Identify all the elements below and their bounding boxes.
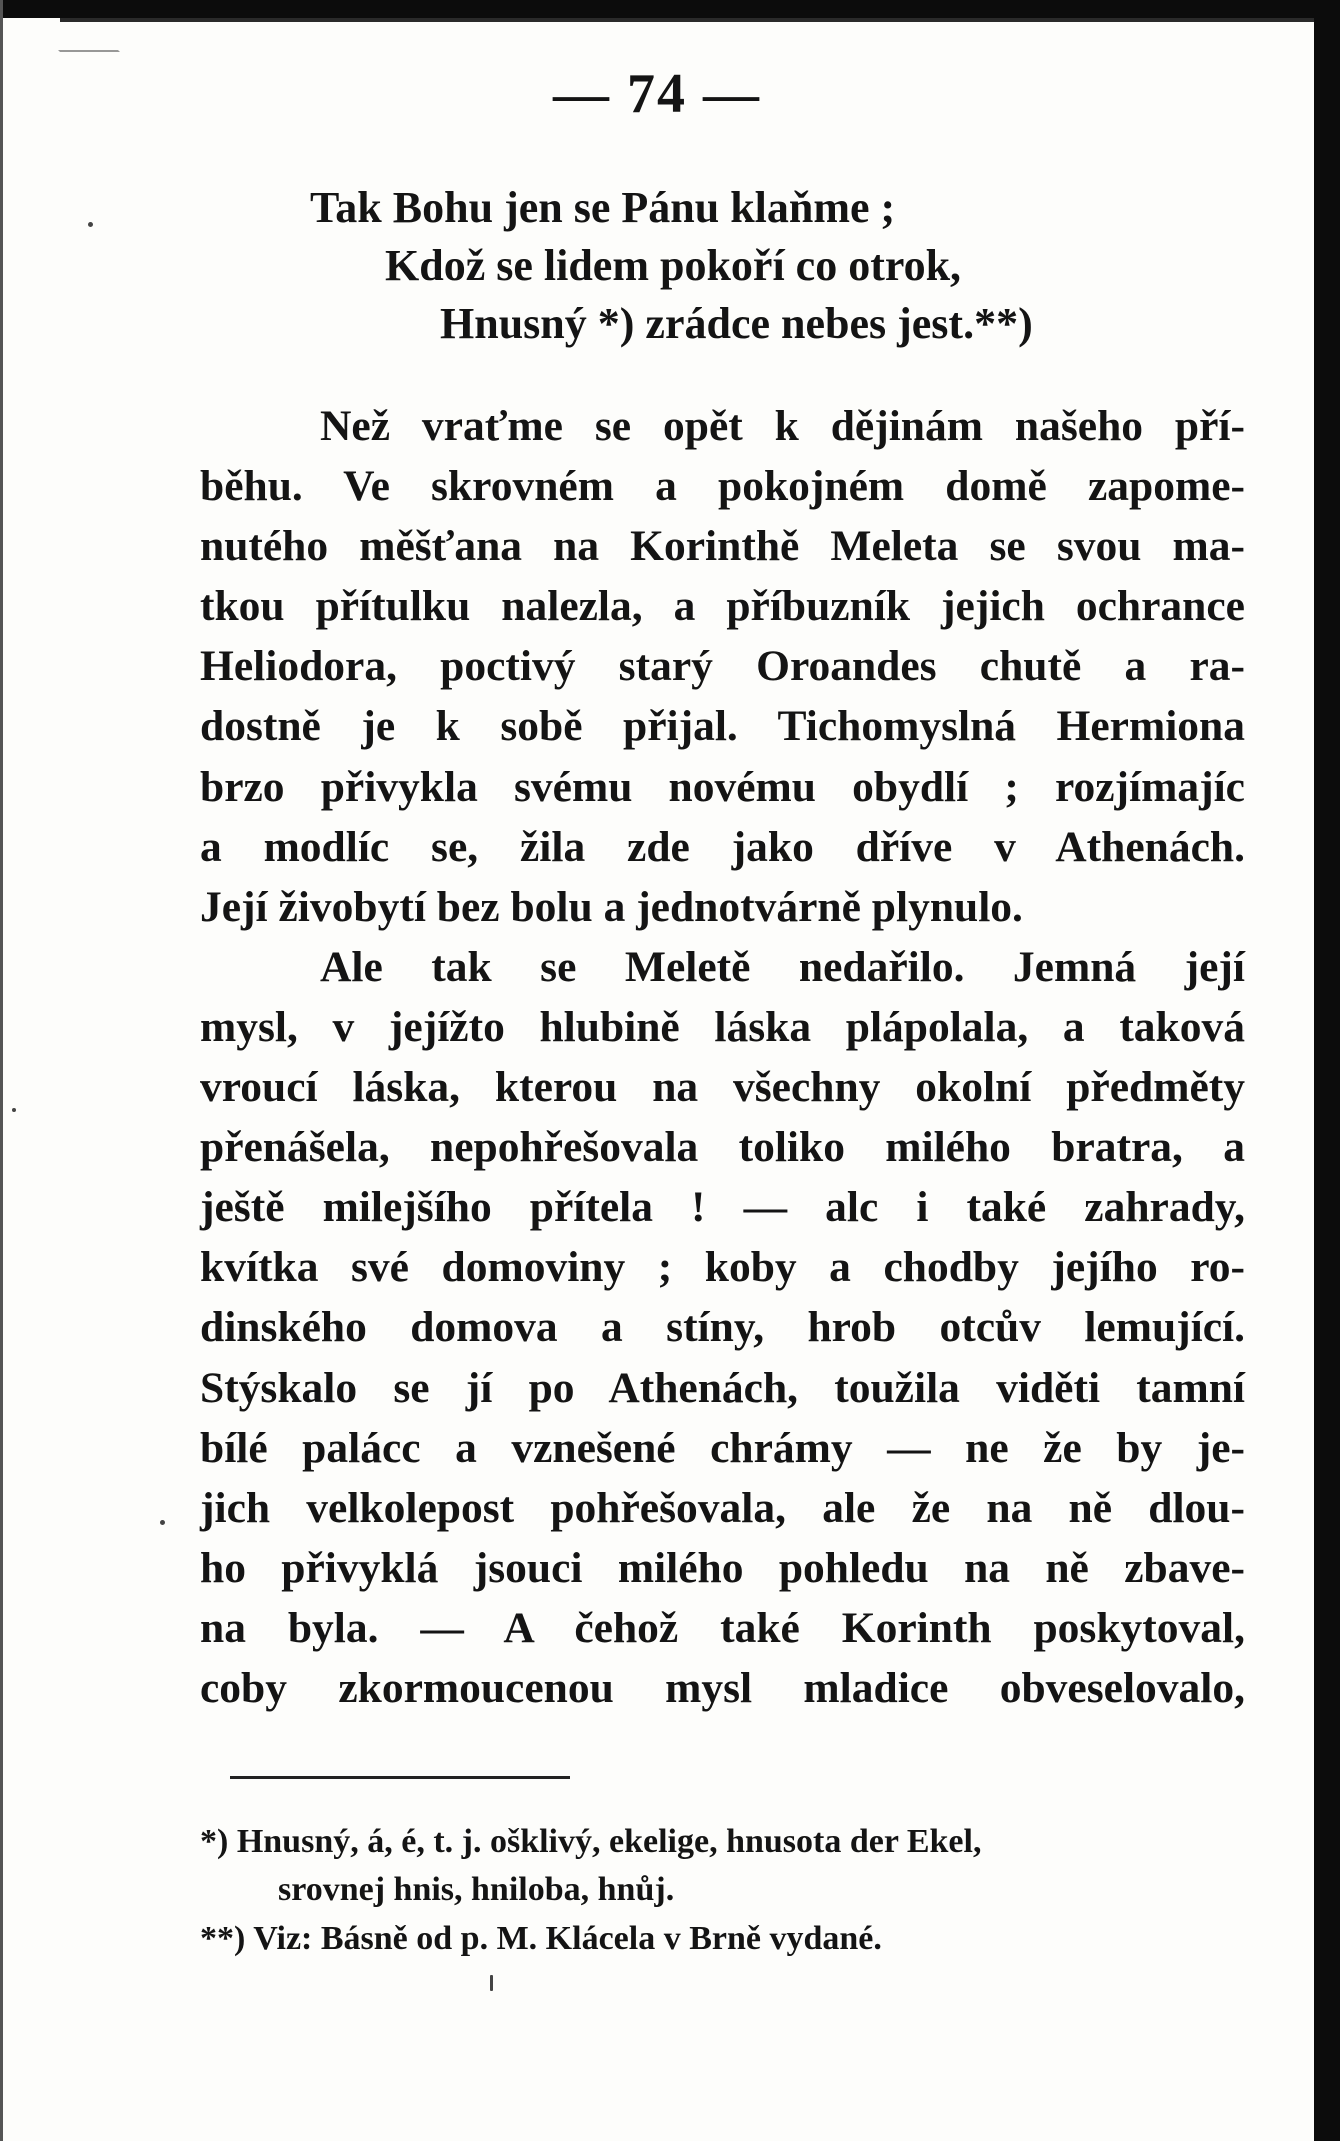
- body-line: Stýskalo se jí po Athenách, toužila viděti tamní: [200, 1363, 1245, 1412]
- scan-speck: [12, 1108, 16, 1112]
- body-line: Ale tak se Meletě nedařilo. Jemná její: [320, 942, 1245, 991]
- footnote-line: **) Viz: Básně od p. M. Klácela v Brně vydané.: [200, 1920, 882, 1957]
- page-number: — 74 —: [553, 63, 761, 125]
- scan-edge-top: [0, 0, 1340, 18]
- body-line: coby zkormoucenou mysl mladice obveselovalo,: [200, 1663, 1245, 1712]
- body-line: vroucí láska, kterou na všechny okolní předměty: [200, 1063, 1245, 1112]
- body-line: jich velkolepost pohřešovala, ale že na ně dlou-: [200, 1483, 1245, 1532]
- body-line: Heliodora, poctivý starý Oroandes chutě a ra-: [200, 642, 1245, 691]
- body-line: kvítka své domoviny ; koby a chodby jejího ro-: [200, 1243, 1245, 1292]
- footnote-line: *) Hnusný, á, é, t. j. ošklivý, ekelige, hnusota der Ekel,: [200, 1823, 982, 1860]
- scan-edge-right: [1314, 0, 1340, 2141]
- body-line: brzo přivykla svému novému obydlí ; rozjímajíc: [200, 762, 1245, 811]
- scan-speck: [160, 1520, 165, 1525]
- scan-edge-left: [0, 0, 3, 2141]
- scan-speck: [490, 1975, 493, 1991]
- body-line: Její živobytí bez bolu a jednotvárně plynulo.: [200, 882, 1023, 931]
- body-line: a modlíc se, žila zde jako dříve v Athenách.: [200, 822, 1245, 871]
- footnote-rule: [230, 1776, 570, 1779]
- scan-edge-shadow: [60, 18, 1314, 22]
- body-line: tkou přítulku nalezla, a příbuzník jejich ochrance: [200, 582, 1245, 631]
- body-text: [200, 396, 1245, 1718]
- body-line: přenášela, nepohřešovala toliko milého bratra, a: [200, 1123, 1245, 1172]
- body-line: nutého měšťana na Korinthě Meleta se svou ma-: [200, 522, 1245, 571]
- footnote-2: [200, 1915, 1245, 1963]
- body-line: Než vraťme se opět k dějinám našeho pří-: [320, 402, 1245, 450]
- body-line: ještě milejšího přítela ! — alc i také zahrady,: [200, 1183, 1245, 1232]
- body-line: dostně je k sobě přijal. Tichomyslná Hermiona: [200, 702, 1245, 751]
- footnote-line: srovnej hnis, hniloba, hnůj.: [278, 1871, 675, 1908]
- body-line: na byla. — A čehož také Korinth poskytoval,: [200, 1603, 1245, 1652]
- verse-line-2: Kdož se lidem pokoří co otrok,: [385, 241, 962, 290]
- verse-line-1: Tak Bohu jen se Pánu klaňme ;: [310, 183, 896, 232]
- body-line: mysl, v jejížto hlubině láska plápolala, a taková: [200, 1002, 1245, 1051]
- body-line: dinského domova a stíny, hrob otcův lemující.: [200, 1303, 1245, 1352]
- body-line: ho přivyklá jsouci milého pohledu na ně zbave-: [200, 1543, 1245, 1592]
- verse-line-3: Hnusný *) zrádce nebes jest.**): [440, 299, 1033, 348]
- body-line: běhu. Ve skrovném a pokojném domě zapome-: [200, 462, 1245, 511]
- body-line: bílé palácc a vznešené chrámy — ne že by je-: [200, 1423, 1245, 1472]
- footnote-1: [200, 1818, 1245, 1914]
- scan-speck: [88, 222, 93, 227]
